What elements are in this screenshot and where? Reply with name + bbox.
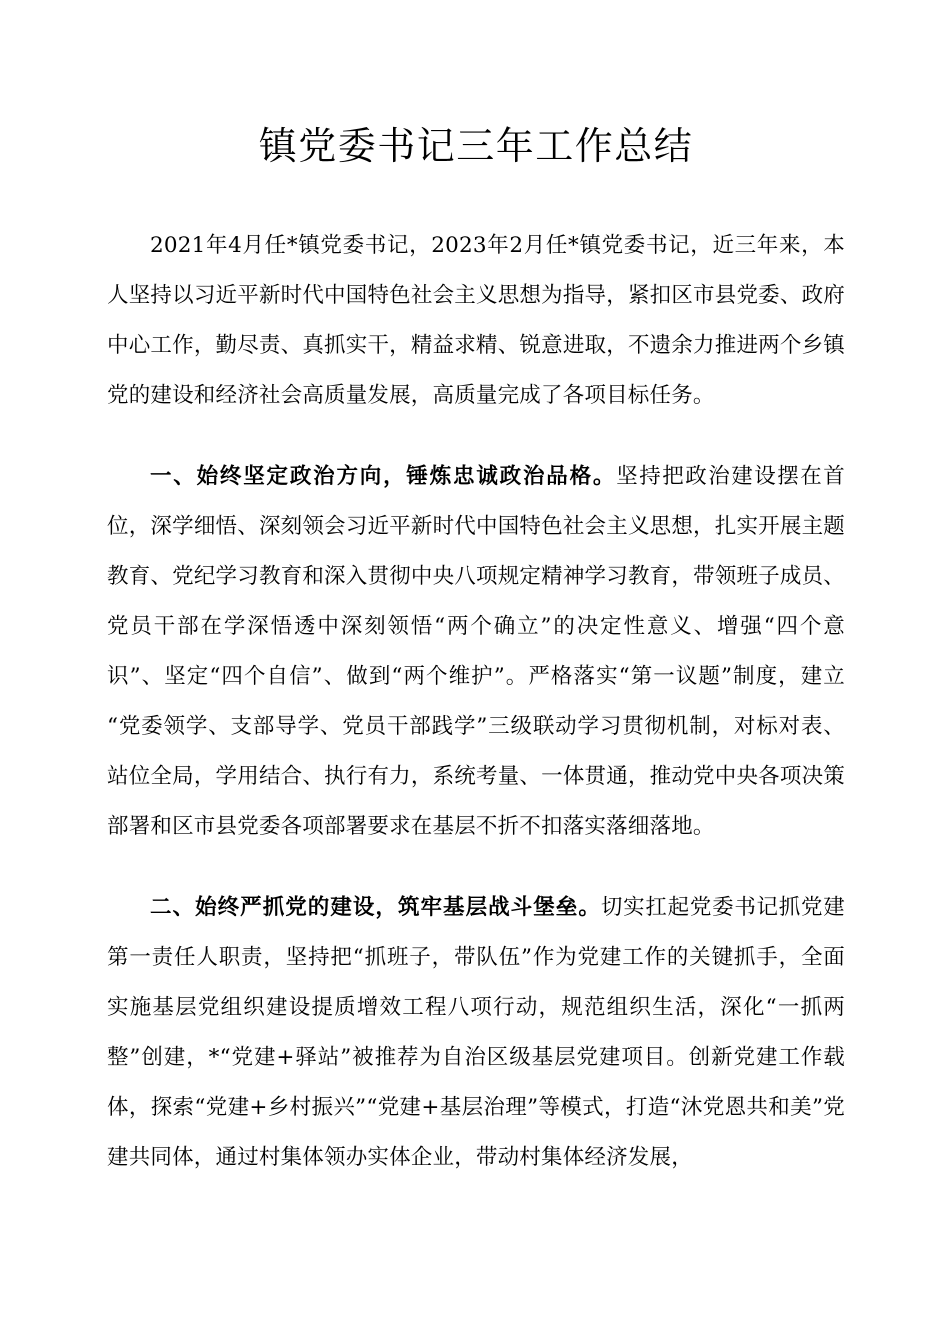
section-two-heading: 二、始终严抓党的建设，筑牢基层战斗堡垒。 bbox=[150, 895, 601, 920]
section-one-text: 坚持把政治建设摆在首位，深学细悟、深刻领会习近平新时代中国特色社会主义思想，扎实开展主题教育、党纪学习教育和深入贯彻中央八项规定精神学习教育，带领班子成员、党员干部在学深悟透中深刻领悟“两个确立”的决定性意义、增强“四个意识”、坚定“四个自信”、做到“两个维护”。严格落实“第一议题”制度，建立“党委领学、支部导学、党员干部践学”三级联动学习贯彻机制，对标对表、站位全局，学用结合、执行有力，系统考量、一体贯通，推动党中央各项决策部署和区市县党委各项部署要求在基层不折不扣落实落细落地。 bbox=[107, 464, 845, 839]
section-one-heading: 一、始终坚定政治方向，锤炼忠诚政治品格。 bbox=[150, 464, 617, 489]
paragraph-intro-text: 2021年4月任*镇党委书记，2023年2月任*镇党委书记，近三年来，本人坚持以习近平新时代中国特色社会主义思想为指导，紧扣区市县党委、政府中心工作，勤尽责、真抓实干，精益求精、锐意进取，不遗余力推进两个乡镇党的建设和经济社会高质量发展，高质量完成了各项目标任务。 bbox=[107, 233, 845, 408]
paragraph-section-one bbox=[107, 452, 845, 852]
paragraph-intro bbox=[107, 221, 845, 421]
page-title: 镇党委书记三年工作总结 bbox=[258, 124, 694, 168]
section-two-text: 切实扛起党委书记抓党建第一责任人职责，坚持把“抓班子，带队伍”作为党建工作的关键抓手，全面实施基层党组织建设提质增效工程八项行动，规范组织生活，深化“一抓两整”创建，*“党建+驿站”被推荐为自治区级基层党建项目。创新党建工作载体，探索“党建+乡村振兴”“党建+基层治理”等模式，打造“沐党恩共和美”党建共同体，通过村集体领办实体企业，带动村集体经济发展， bbox=[107, 895, 845, 1170]
document-body bbox=[107, 0, 845, 1183]
paragraph-section-two bbox=[107, 883, 845, 1183]
